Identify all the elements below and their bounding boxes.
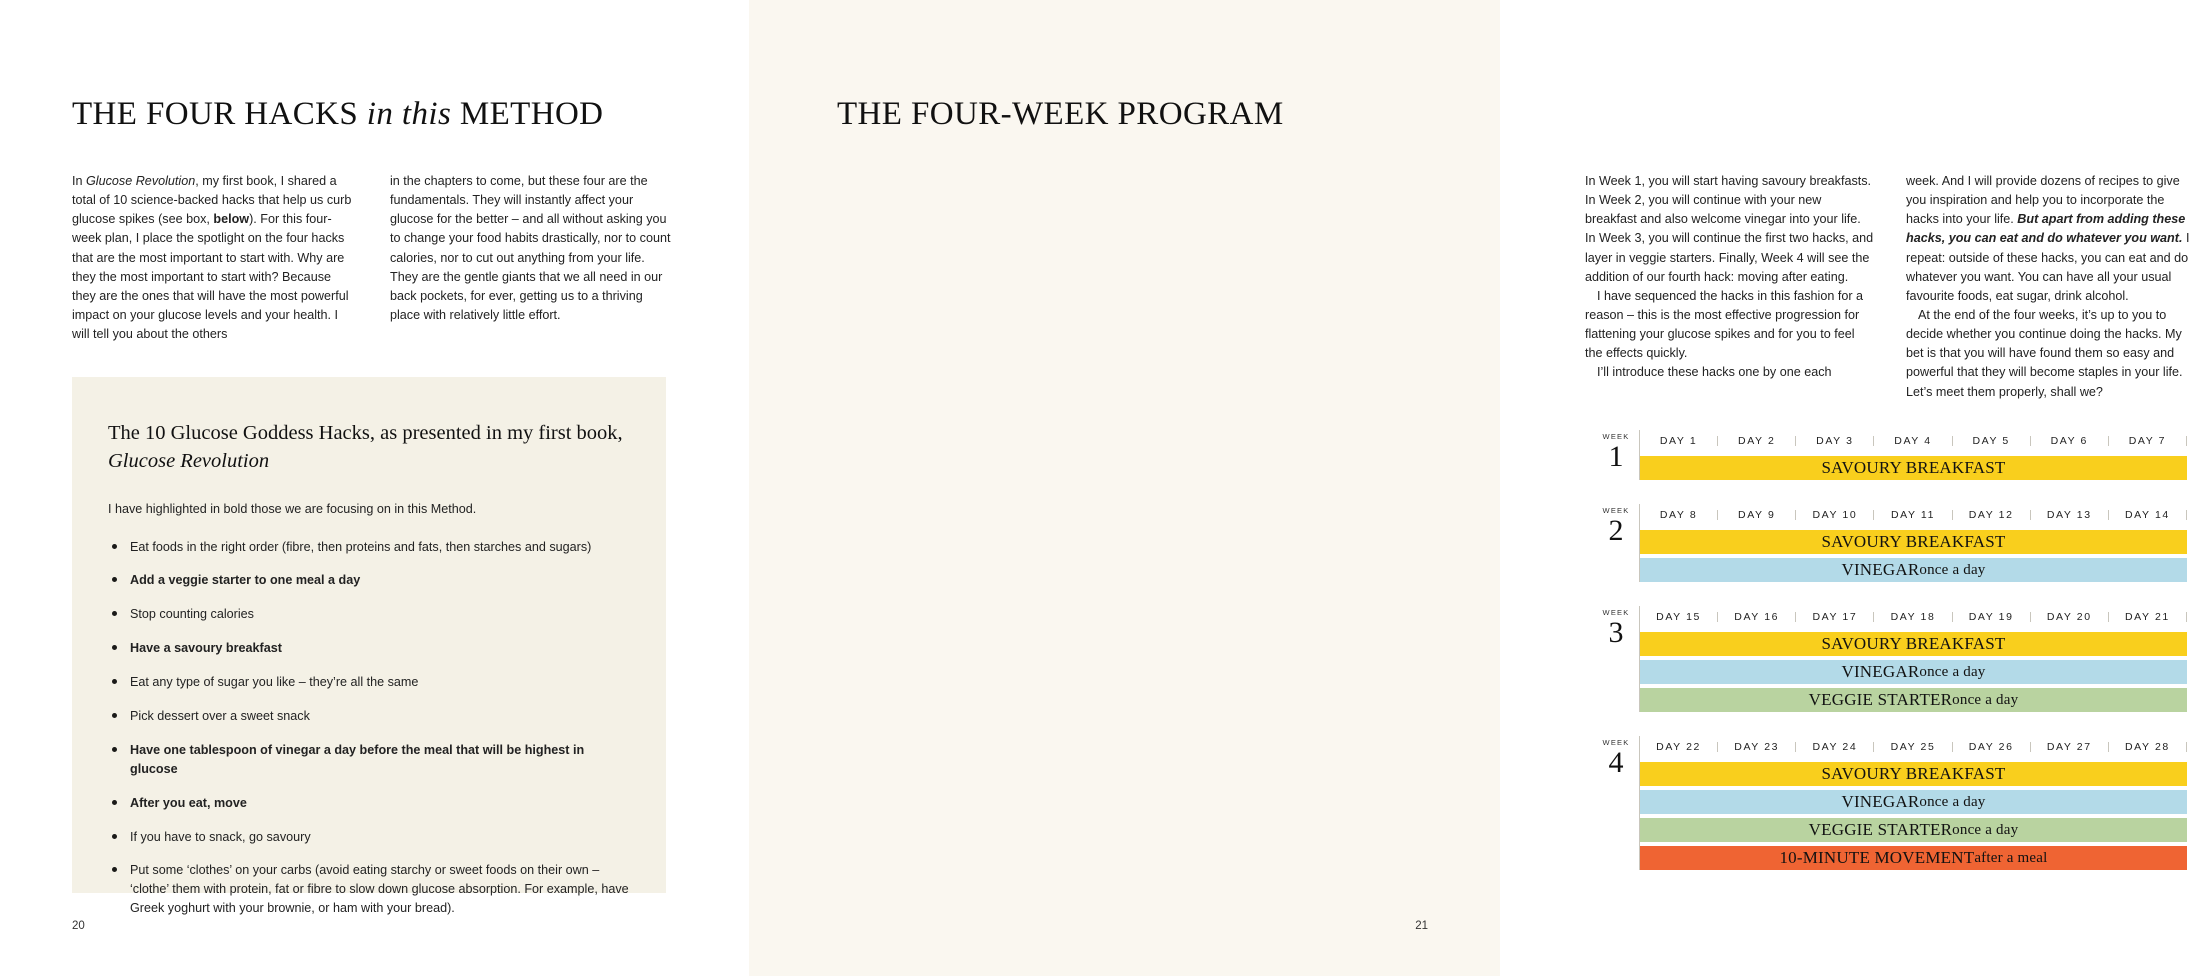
day-cell: DAY 21 [2109,612,2187,623]
hack-bar-savoury-breakfast [1640,762,2187,786]
hack-bar-vinegar [1640,558,2187,582]
right-column-1 [1585,172,1874,402]
right-body-columns [1585,172,2195,402]
week-number-1: 1 [1608,440,1624,473]
right-col1-paragraph-3: I’ll introduce these hacks one by one each [1597,365,1832,380]
page-right [749,0,2190,976]
week-word-1: WEEK [1602,432,1630,441]
hack-bar-main: SAVOURY BREAKFAST [1821,458,2006,477]
day-cell: DAY 22 [1640,742,1718,753]
day-cell: DAY 3 [1796,436,1874,447]
hacks-box-lead: I have highlighted in bold those we are focusing on in this Method. [108,501,477,516]
week-2-days [1640,504,2187,526]
week-4-days [1640,736,2187,758]
page-title-left-part2: METHOD [451,96,604,132]
day-cell: DAY 6 [2031,436,2109,447]
week-3-days [1640,606,2187,628]
right-col2-text-b: I repeat: outside of these hacks, you can eat and do whatever you want. You can have all your usual favourite foods, eat sugar, drink alcohol. [1906,231,2190,303]
week-block-2 [1585,498,2195,590]
week-block-3 [1585,600,2195,720]
day-cell: DAY 14 [2109,510,2187,521]
list-item: If you have to snack, go savoury [106,828,632,847]
page-title-left-part1: THE FOUR HACKS [72,96,367,132]
list-item: Pick dessert over a sweet snack [106,707,632,726]
day-cell: DAY 15 [1640,612,1718,623]
week-body-3 [1640,606,2187,712]
hacks-box-title [108,419,632,476]
hack-bar-savoury-breakfast [1640,530,2187,554]
hacks-list [106,538,632,919]
week-1-days [1640,430,2187,452]
day-cell: DAY 27 [2031,742,2109,753]
week-number-3: 3 [1608,616,1624,649]
week-label-4 [1593,736,1640,870]
hack-bar-main: SAVOURY BREAKFAST [1821,764,2006,783]
day-cell: DAY 11 [1874,510,1952,521]
list-item: Stop counting calories [106,605,632,624]
hacks-box [72,377,666,916]
day-cell: DAY 16 [1718,612,1796,623]
list-item: Eat foods in the right order (fibre, then proteins and fats, then starches and sugars) [106,538,632,557]
left-column-2 [390,172,676,344]
day-cell: DAY 13 [2031,510,2109,521]
week-number-2: 2 [1608,514,1624,547]
week-word-3: WEEK [1602,608,1630,617]
day-cell: DAY 20 [2031,612,2109,623]
page-left [0,0,749,976]
week-block-1 [1585,424,2195,488]
hack-bar-veggie-starter [1640,818,2187,842]
day-cell: DAY 2 [1718,436,1796,447]
left-col2-paragraph: in the chapters to come, but these four are the fundamentals. They will instantly affect your glucose for the better – and all without asking you to change your food habits drastically, nor to count calories, nor to cut out anything from your life. They are the gentle giants that we all need in our back pockets, for ever, getting us to a thriving place with relatively little effort. [390,174,671,322]
hack-bar-main: VEGGIE STARTER [1808,820,1953,839]
left-column-1 [72,172,358,344]
hack-bar-main: 10-MINUTE MOVEMENT [1779,848,1975,867]
week-label-2 [1593,504,1640,582]
week-label-3 [1593,606,1640,712]
week-label-1 [1593,430,1640,480]
right-col1-paragraph-2: I have sequenced the hacks in this fashion for a reason – this is the most effective progression for flattening your glucose spikes and for you to feel the effects quickly. [1585,288,1864,361]
hack-bar-savoury-breakfast [1640,632,2187,656]
list-item: Have one tablespoon of vinegar a day before the meal that will be highest in glucose [106,741,632,779]
hack-bar-movement [1640,846,2187,870]
right-column-2 [1906,172,2195,402]
week-word-2: WEEK [1602,506,1630,515]
day-cell: DAY 19 [1953,612,2031,623]
hack-bar-main: SAVOURY BREAKFAST [1821,634,2006,653]
hacks-box-title-line2: Glucose Revolution [108,450,270,473]
hack-bar-main: VEGGIE STARTER [1808,690,1953,709]
folio-right: 21 [1415,920,1428,932]
day-cell: DAY 7 [2109,436,2187,447]
hack-bar-suffix: once a day [1919,663,1986,680]
right-col2-paragraph-2: At the end of the four weeks, it’s up to you to decide whether you continue doing the hacks. My bet is that you will have found them so easy and powerful that they will become staples in your life. Let’s meet them properly, shall we? [1906,307,2183,399]
day-cell: DAY 18 [1874,612,1952,623]
hack-bar-vinegar [1640,790,2187,814]
hack-bar-suffix: once a day [1919,561,1986,578]
day-cell: DAY 8 [1640,510,1718,521]
day-cell: DAY 12 [1953,510,2031,521]
folio-left: 20 [72,920,85,932]
week-body-2 [1640,504,2187,582]
hacks-box-title-line1: The 10 Glucose Goddess Hacks, as presented in my first book, [108,422,623,444]
hack-bar-vinegar [1640,660,2187,684]
list-item: Put some ‘clothes’ on your carbs (avoid eating starchy or sweet foods on their own – ‘clothe’ them with protein, fat or fibre to slow down glucose absorption. For example, have Greek yoghurt with your brownie, or ham with your bread). [106,861,632,918]
day-cell: DAY 26 [1953,742,2031,753]
list-item: Have a savoury breakfast [106,639,632,658]
day-cell: DAY 1 [1640,436,1718,447]
week-number-4: 4 [1608,746,1624,779]
page-title-right: THE FOUR-WEEK PROGRAM [837,96,1284,132]
right-col2-emphasis: But apart from adding these hacks, you can eat and do whatever you want. [1906,212,2186,246]
left-body-columns [72,172,676,344]
page-title-left-italic: in this [366,96,452,132]
day-cell: DAY 10 [1796,510,1874,521]
day-cell: DAY 28 [2109,742,2187,753]
day-cell: DAY 24 [1796,742,1874,753]
hack-bar-suffix: once a day [1952,821,2019,838]
left-col1-paragraph: In Glucose Revolution, my first book, I shared a total of 10 science-backed hacks that help us curb glucose spikes (see box, below). For this four-week plan, I place the spotlight on the four hacks that are the most important to start with. Why are they the most important to start with? Because they are the ones that will have the most powerful impact on your glucose levels and your health. I will tell you about the others [72,174,352,342]
right-col2-paragraph-1 [1906,172,2195,306]
list-item: Eat any type of sugar you like – they’re all the same [106,673,632,692]
hack-bar-suffix: once a day [1952,691,2019,708]
day-cell: DAY 23 [1718,742,1796,753]
hack-bar-veggie-starter [1640,688,2187,712]
hack-bar-savoury-breakfast [1640,456,2187,480]
hack-bar-main: VINEGAR [1841,792,1920,811]
day-cell: DAY 5 [1953,436,2031,447]
right-col1-paragraph-1: In Week 1, you will start having savoury breakfasts. In Week 2, you will continue with your new breakfast and also welcome vinegar into your life. In Week 3, you will continue the first two hacks, and layer in veggie starters. Finally, Week 4 will see the addition of our fourth hack: moving after eating. [1585,174,1874,284]
day-cell: DAY 25 [1874,742,1952,753]
day-cell: DAY 17 [1796,612,1874,623]
hack-bar-main: VINEGAR [1841,560,1920,579]
hack-bar-suffix: after a meal [1974,849,2048,866]
day-cell: DAY 4 [1874,436,1952,447]
list-item: Add a veggie starter to one meal a day [106,571,632,590]
week-word-4: WEEK [1602,738,1630,747]
week-body-1 [1640,430,2187,480]
list-item: After you eat, move [106,794,632,813]
four-week-schedule [1585,424,2195,888]
page-title-left [72,96,603,133]
week-block-4 [1585,730,2195,878]
week-body-4 [1640,736,2187,870]
hack-bar-main: VINEGAR [1841,662,1920,681]
hack-bar-suffix: once a day [1919,793,1986,810]
hack-bar-main: SAVOURY BREAKFAST [1821,532,2006,551]
day-cell: DAY 9 [1718,510,1796,521]
right-col2-text-a: week. And I will provide dozens of recipes to give you inspiration and help you to incorporate the hacks into your life. [1906,174,2180,227]
